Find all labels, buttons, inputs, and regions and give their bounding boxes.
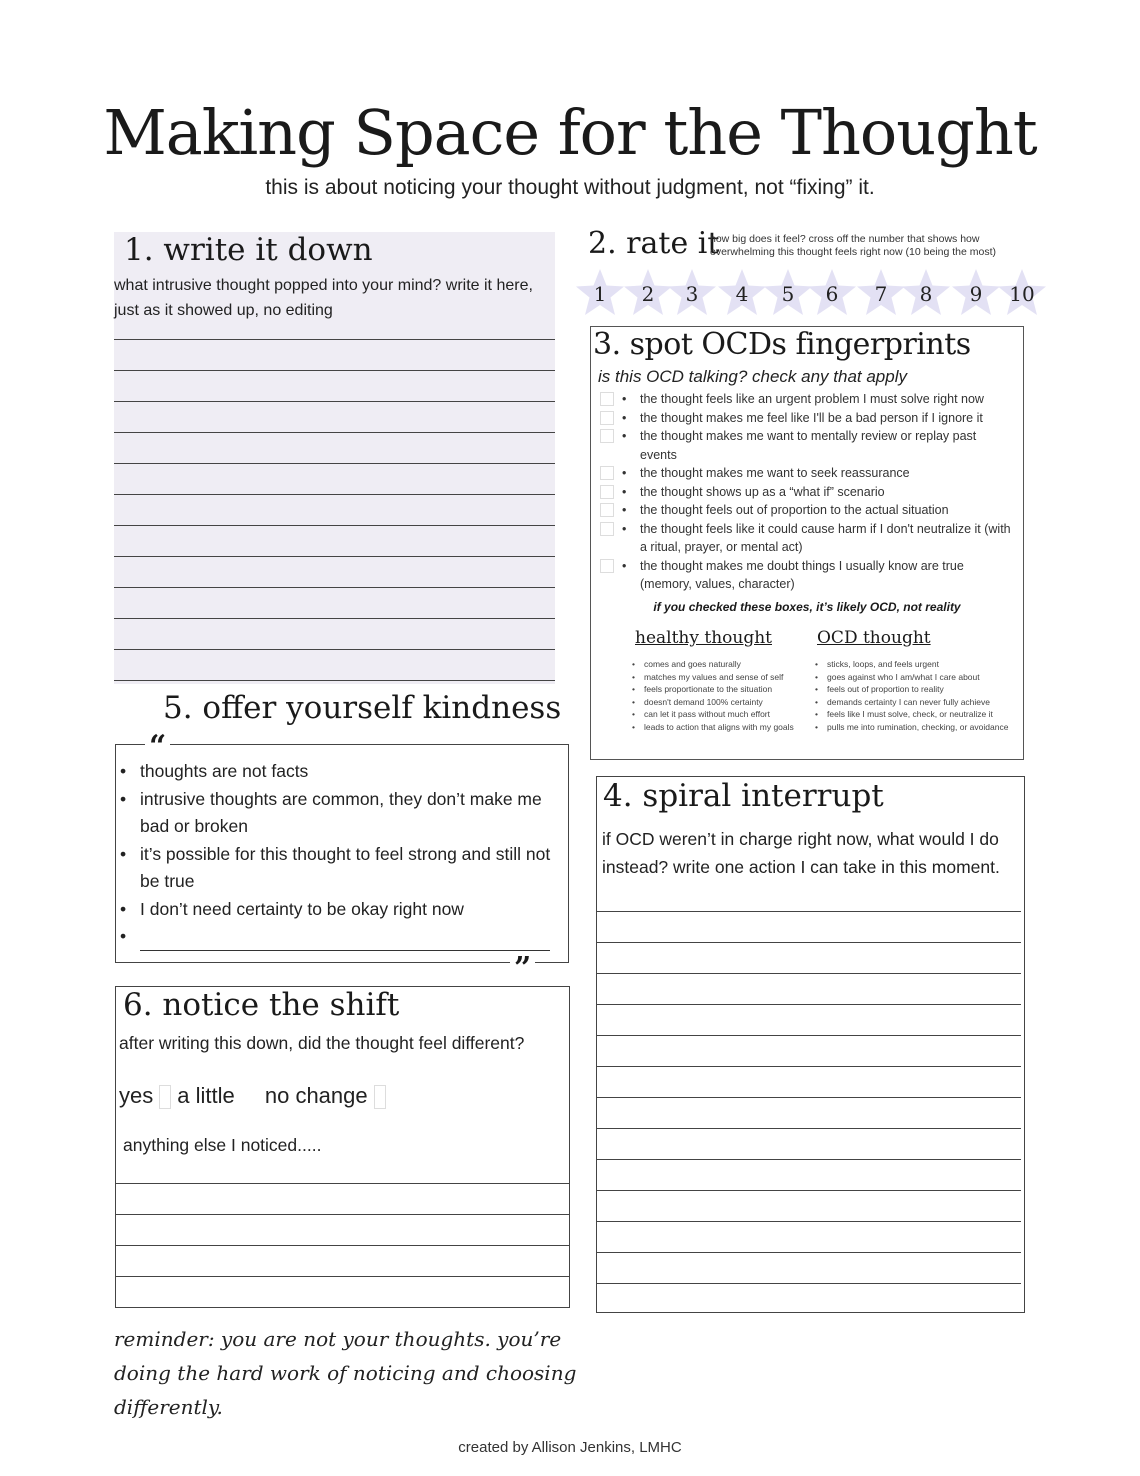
open-quote-icon: “ xyxy=(145,733,170,753)
section-3-prompt: is this OCD talking? check any that apply xyxy=(598,367,907,386)
checkbox[interactable] xyxy=(600,466,614,480)
list-item: • comes and goes naturally xyxy=(632,658,812,671)
option-yes-checkbox[interactable] xyxy=(159,1085,171,1109)
section-4-title: 4. spiral interrupt xyxy=(603,778,884,814)
option-no-change-checkbox[interactable] xyxy=(374,1085,386,1109)
fingerprint-checklist xyxy=(600,390,1012,594)
rating-star-2[interactable]: 2 xyxy=(620,266,676,322)
list-item: • leads to action that aligns with my goals xyxy=(632,721,812,734)
rating-star-9[interactable]: 9 xyxy=(948,266,1004,322)
checklist-item[interactable]: • the thought makes me feel like I'll be a bad person if I ignore it xyxy=(600,409,1012,428)
rating-star-3[interactable]: 3 xyxy=(664,266,720,322)
section-6-title: 6. notice the shift xyxy=(123,987,400,1023)
checklist-item[interactable]: • the thought feels out of proportion to the actual situation xyxy=(600,501,1012,520)
checklist-item[interactable]: • the thought makes me want to mentally review or replay past events xyxy=(600,427,1012,464)
rating-star-1[interactable]: 1 xyxy=(572,266,628,322)
list-item: • doesn't demand 100% certainty xyxy=(632,696,812,709)
checklist-note: if you checked these boxes, it’s likely OCD, not reality xyxy=(653,600,961,614)
checklist-item[interactable]: • the thought feels like an urgent problem I must solve right now xyxy=(600,390,1012,409)
checkbox[interactable] xyxy=(600,429,614,443)
checkbox[interactable] xyxy=(600,485,614,499)
list-item: • feels proportionate to the situation xyxy=(632,683,812,696)
reminder-text: reminder: you are not your thoughts. you’re doing the hard work of noticing and choosing differently. xyxy=(114,1327,577,1419)
list-item: • sticks, loops, and feels urgent xyxy=(815,658,1020,671)
kindness-list xyxy=(120,758,566,951)
blank-kindness-line[interactable] xyxy=(120,923,566,951)
section-2-title: 2. rate it xyxy=(588,226,720,261)
rating-star-6[interactable]: 6 xyxy=(804,266,860,322)
healthy-thought-list xyxy=(632,658,812,733)
healthy-thought-heading: healthy thought xyxy=(635,628,772,648)
rating-star-8[interactable]: 8 xyxy=(898,266,954,322)
list-item: • I don’t need certainty to be okay right now xyxy=(120,896,566,924)
rating-star-4[interactable]: 4 xyxy=(714,266,770,322)
option-no-change: no change xyxy=(264,1083,368,1108)
rating-star-7[interactable]: 7 xyxy=(853,266,909,322)
close-quote-icon: ” xyxy=(510,955,535,975)
section-6-prompt: after writing this down, did the thought feel different? xyxy=(119,1033,525,1053)
section-1-title: 1. write it down xyxy=(124,232,373,268)
section-1-prompt: what intrusive thought popped into your mind? write it here, just as it showed up, no editing xyxy=(114,277,533,319)
list-item: • feels out of proportion to reality xyxy=(815,683,1020,696)
list-item: • intrusive thoughts are common, they don’t make me bad or broken xyxy=(120,786,566,841)
rating-star-10[interactable]: 10 xyxy=(994,266,1050,322)
other-notes-label: anything else I noticed..... xyxy=(123,1135,322,1155)
page-title: Making Space for the Thought xyxy=(103,96,1037,169)
list-item: • demands certainty I can never fully achieve xyxy=(815,696,1020,709)
page-subtitle: this is about noticing your thought without judgment, not “fixing” it. xyxy=(265,176,875,199)
section-2-prompt: how big does it feel? cross off the number that shows how overwhelming this thought feels right now (10 being the most) xyxy=(710,233,996,258)
checkbox[interactable] xyxy=(600,392,614,406)
list-item: • matches my values and sense of self xyxy=(632,671,812,684)
option-a-little: a little xyxy=(177,1083,235,1108)
checklist-item[interactable]: • the thought feels like it could cause harm if I don't neutralize it (with a ritual, prayer, or mental act) xyxy=(600,520,1012,557)
ocd-thought-heading: OCD thought xyxy=(817,628,931,648)
option-yes: yes xyxy=(119,1083,154,1108)
list-item: • thoughts are not facts xyxy=(120,758,566,786)
shift-options xyxy=(119,1083,392,1109)
credit-text: created by Allison Jenkins, LMHC xyxy=(458,1439,682,1456)
list-item: • can let it pass without much effort xyxy=(632,708,812,721)
section-3-title: 3. spot OCDs fingerprints xyxy=(593,327,971,362)
list-item: • pulls me into rumination, checking, or avoidance xyxy=(815,721,1020,734)
ocd-thought-list xyxy=(815,658,1020,733)
checklist-item[interactable]: • the thought shows up as a “what if” scenario xyxy=(600,483,1012,502)
checkbox[interactable] xyxy=(600,522,614,536)
list-item: • it’s possible for this thought to feel strong and still not be true xyxy=(120,841,566,896)
section-5-title: 5. offer yourself kindness xyxy=(163,690,562,726)
checklist-item[interactable]: • the thought makes me want to seek reassurance xyxy=(600,464,1012,483)
checkbox[interactable] xyxy=(600,559,614,573)
list-item: • goes against who I am/what I care about xyxy=(815,671,1020,684)
list-item: • feels like I must solve, check, or neutralize it xyxy=(815,708,1020,721)
checkbox[interactable] xyxy=(600,503,614,517)
section-4-prompt: if OCD weren’t in charge right now, what would I do instead? write one action I can take in this moment. xyxy=(602,829,1000,877)
checklist-item[interactable]: • the thought makes me doubt things I usually know are true (memory, values, character) xyxy=(600,557,1012,594)
checkbox[interactable] xyxy=(600,411,614,425)
rating-star-5[interactable]: 5 xyxy=(760,266,816,322)
